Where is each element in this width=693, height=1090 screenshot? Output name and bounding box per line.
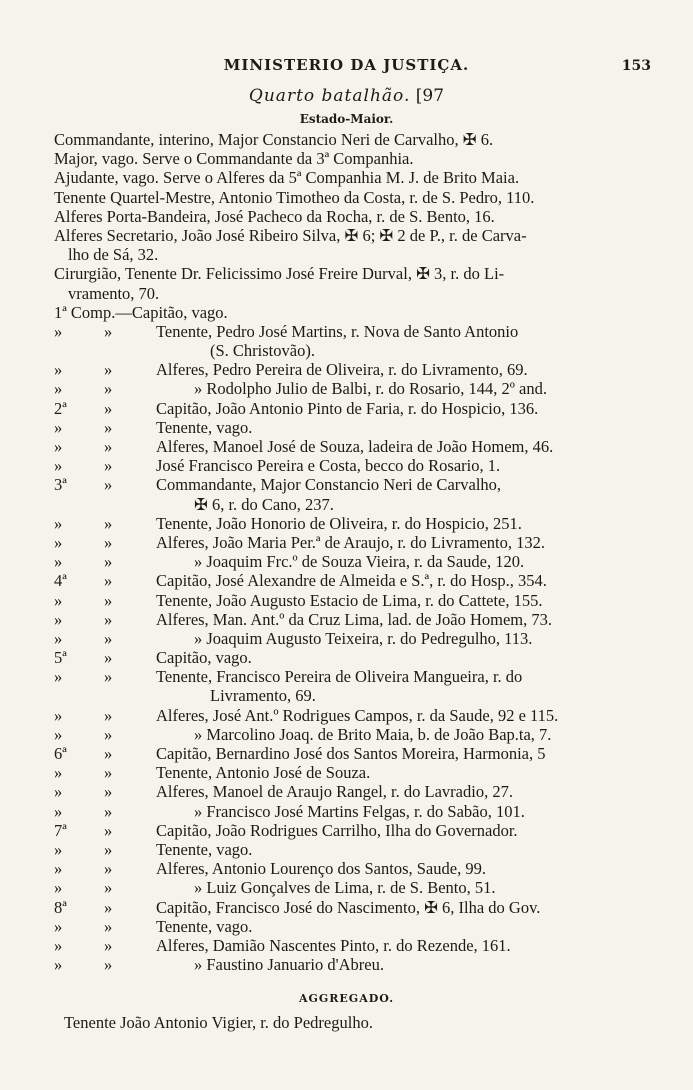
ditto-mark: » <box>104 609 113 629</box>
company-number: » <box>54 839 63 859</box>
company-row <box>54 840 636 859</box>
company-row <box>54 418 636 437</box>
ditto-mark: » <box>104 801 113 821</box>
ditto-mark: » <box>104 744 113 763</box>
company-number: » <box>54 590 63 610</box>
ditto-mark: » <box>104 859 113 879</box>
company-row <box>54 303 636 322</box>
ditto-mark: » <box>104 398 113 418</box>
officer-entry: » Joaquim Frc.º de Souza Vieira, r. da Saude, 120. <box>194 552 525 572</box>
ditto-mark: » <box>104 878 113 898</box>
company-number: » <box>54 724 63 744</box>
officer-entry: Commandante, Major Constancio Neri de Carvalho, <box>156 475 502 495</box>
company-number: » <box>54 552 63 572</box>
company-row <box>54 821 636 840</box>
ditto-mark: » <box>104 648 113 668</box>
company-number: 3ª <box>54 475 67 495</box>
ditto-mark: » <box>104 513 113 533</box>
company-row <box>54 936 636 955</box>
officer-entry: » Luiz Gonçalves de Lima, r. de S. Bento, 51. <box>194 878 496 898</box>
officer-entry: Tenente, Antonio José de Souza. <box>156 763 371 783</box>
officer-entry: Tenente, João Honorio de Oliveira, r. do Hospicio, 251. <box>156 513 522 533</box>
ditto-mark: » <box>104 532 113 552</box>
aggregated-entry: Tenente João Antonio Vigier, r. do Pedregulho. <box>64 1013 373 1032</box>
company-number: 7ª <box>54 820 67 840</box>
staff-line: vramento, 70. <box>68 283 160 303</box>
company-number: 4ª <box>54 571 67 591</box>
staff-line: Tenente Quartel-Mestre, Antonio Timotheo da Costa, r. de S. Pedro, 110. <box>54 187 535 207</box>
ditto-mark: » <box>104 763 113 783</box>
ditto-mark: » <box>104 552 113 572</box>
officer-entry: Tenente, vago. <box>156 839 253 859</box>
staff-line: Alferes Porta-Bandeira, José Pacheco da Rocha, r. de S. Bento, 16. <box>54 206 495 226</box>
company-row <box>54 686 636 705</box>
aggregated-heading: AGGREGADO. <box>298 992 395 1005</box>
page-number: 153 <box>621 58 651 74</box>
company-row <box>54 667 636 686</box>
company-row <box>54 514 636 533</box>
running-header <box>0 56 693 80</box>
company-number: » <box>54 878 63 898</box>
company-row <box>54 744 636 763</box>
company-row <box>54 399 636 418</box>
ditto-mark: » <box>104 955 113 975</box>
ditto-mark: » <box>104 456 113 476</box>
officer-entry: » Rodolpho Julio de Balbi, r. do Rosario, 144, 2º and. <box>194 379 547 399</box>
company-row <box>54 878 636 897</box>
staff-line: Cirurgião, Tenente Dr. Felicissimo José Freire Durval, ✠ 3, r. do Li- <box>54 264 505 284</box>
officer-entry: Capitão, João Antonio Pinto de Faria, r. do Hospicio, 136. <box>156 398 539 418</box>
company-number: » <box>54 417 63 437</box>
officer-entry: Alferes, Man. Ant.º da Cruz Lima, lad. de João Homem, 73. <box>156 609 552 629</box>
ditto-mark: » <box>104 782 113 802</box>
company-row <box>54 437 636 456</box>
company-number: » <box>54 859 63 879</box>
officer-entry: Alferes, Antonio Lourenço dos Santos, Saude, 99. <box>156 859 486 879</box>
officer-entry: Alferes, Manoel de Araujo Rangel, r. do Lavradio, 27. <box>156 782 513 802</box>
officer-entry: Tenente, Francisco Pereira de Oliveira Mangueira, r. do <box>156 667 523 687</box>
officer-entry: Capitão, José Alexandre de Almeida e S.ª, r. do Hosp., 354. <box>156 571 547 591</box>
company-number: 5ª <box>54 648 67 668</box>
staff-line: Major, vago. Serve o Commandante da 3ª Companhia. <box>54 149 414 169</box>
company-row <box>54 610 636 629</box>
ditto-mark: » <box>104 628 113 648</box>
ditto-mark: » <box>104 321 113 341</box>
company-row <box>54 725 636 744</box>
company-row <box>54 533 636 552</box>
officer-entry: Alferes, Pedro Pereira de Oliveira, r. do Livramento, 69. <box>156 360 528 380</box>
ditto-mark: » <box>104 475 113 495</box>
ditto-mark: » <box>104 820 113 840</box>
officer-entry: Alferes, Damião Nascentes Pinto, r. do Rezende, 161. <box>156 935 511 955</box>
officer-entry: » Francisco José Martins Felgas, r. do Sabão, 101. <box>194 801 525 821</box>
officer-entry: Tenente, vago. <box>156 916 253 936</box>
company-row <box>54 571 636 590</box>
officer-entry: Tenente, vago. <box>156 417 253 437</box>
ditto-mark: » <box>104 667 113 687</box>
officer-entry: (S. Christovão). <box>210 341 315 361</box>
officer-entry: » Joaquim Augusto Teixeira, r. do Pedregulho, 113. <box>194 628 533 648</box>
battalion-heading <box>0 86 693 106</box>
company-number: » <box>54 513 63 533</box>
company-number: » <box>54 437 63 456</box>
company-number: 6ª <box>54 744 67 763</box>
company-row <box>54 322 636 341</box>
ditto-mark: » <box>104 724 113 744</box>
company-row <box>54 859 636 878</box>
ditto-mark: » <box>104 360 113 380</box>
ditto-mark: » <box>104 897 113 917</box>
company-number: » <box>54 955 63 975</box>
company-number: » <box>54 456 63 476</box>
company-row <box>54 495 636 514</box>
officer-entry: Capitão, Francisco José do Nascimento, ✠ 6, Ilha do Gov. <box>156 897 541 917</box>
company-number: » <box>54 916 63 936</box>
company-number <box>54 495 104 514</box>
ditto-mark <box>104 495 156 514</box>
ditto-mark: » <box>104 379 113 399</box>
ditto-mark: » <box>104 916 113 936</box>
staff-list <box>54 130 636 303</box>
section-heading: Estado-Maior. <box>299 112 394 126</box>
officer-entry: Capitão, vago. <box>156 648 252 668</box>
company-row <box>54 802 636 821</box>
battalion-ref: [97 <box>415 86 445 106</box>
company-number: » <box>54 667 63 687</box>
staff-line: Commandante, interino, Major Constancio Neri de Carvalho, ✠ 6. <box>54 130 494 149</box>
company-number <box>54 341 104 360</box>
company-row <box>54 341 636 360</box>
company-row <box>54 552 636 571</box>
ditto-mark: » <box>104 437 113 456</box>
company-number: » <box>54 379 63 399</box>
roster-body <box>54 130 636 974</box>
officer-entry: » Faustino Januario d'Abreu. <box>194 955 384 975</box>
company-number: » <box>54 360 63 380</box>
officer-entry: Alferes, João Maria Per.ª de Araujo, r. do Livramento, 132. <box>156 532 545 552</box>
company-row <box>54 475 636 494</box>
company-number <box>54 686 104 705</box>
ditto-mark: » <box>104 571 113 591</box>
officer-entry: ✠ 6, r. do Cano, 237. <box>194 494 334 514</box>
company-row <box>54 629 636 648</box>
company-row <box>54 456 636 475</box>
staff-line: lho de Sá, 32. <box>68 245 159 265</box>
officer-entry: Alferes, José Ant.º Rodrigues Campos, r. da Saude, 92 e 115. <box>156 705 559 725</box>
ditto-mark: » <box>104 935 113 955</box>
company-number: » <box>54 321 63 341</box>
officer-entry: Capitão, Bernardino José dos Santos Moreira, Harmonia, 5 <box>156 744 546 763</box>
company-number: 1ª Comp.—Capitão, vago. <box>54 302 228 322</box>
company-list <box>54 303 636 975</box>
company-row <box>54 955 636 974</box>
company-row <box>54 917 636 936</box>
company-row <box>54 763 636 782</box>
company-number: » <box>54 532 63 552</box>
company-number: » <box>54 609 63 629</box>
company-number: 2ª <box>54 398 67 418</box>
company-row <box>54 782 636 801</box>
company-row <box>54 360 636 379</box>
ditto-mark <box>104 686 156 705</box>
officer-entry: Capitão, João Rodrigues Carrilho, Ilha do Governador. <box>156 820 518 840</box>
company-row <box>54 379 636 398</box>
ditto-mark: » <box>104 839 113 859</box>
ditto-mark: » <box>104 417 113 437</box>
ditto-mark <box>104 341 156 360</box>
company-row <box>54 898 636 917</box>
company-row <box>54 591 636 610</box>
battalion-name: Quarto batalhão. <box>248 86 411 106</box>
officer-entry: Alferes, Manoel José de Souza, ladeira de João Homem, 46. <box>156 437 554 456</box>
page-title: MINISTERIO DA JUSTIÇA. <box>223 56 470 74</box>
company-row <box>54 706 636 725</box>
officer-entry: José Francisco Pereira e Costa, becco do Rosario, 1. <box>156 456 501 476</box>
officer-entry: Tenente, Pedro José Martins, r. Nova de Santo Antonio <box>156 321 519 341</box>
company-number: » <box>54 763 63 783</box>
company-row <box>54 648 636 667</box>
officer-entry: Tenente, João Augusto Estacio de Lima, r. do Cattete, 155. <box>156 590 543 610</box>
company-number: » <box>54 782 63 802</box>
staff-line: Alferes Secretario, João José Ribeiro Silva, ✠ 6; ✠ 2 de P., r. de Carva- <box>54 225 527 245</box>
ditto-mark: » <box>104 705 113 725</box>
company-number: » <box>54 705 63 725</box>
company-number: » <box>54 935 63 955</box>
officer-entry: » Marcolino Joaq. de Brito Maia, b. de João Bap.ta, 7. <box>194 724 552 744</box>
ditto-mark: » <box>104 590 113 610</box>
officer-entry: Livramento, 69. <box>210 686 316 706</box>
company-number: 8ª <box>54 897 67 917</box>
staff-line: Ajudante, vago. Serve o Alferes da 5ª Companhia M. J. de Brito Maia. <box>54 168 520 188</box>
company-number: » <box>54 628 63 648</box>
company-number: » <box>54 801 63 821</box>
